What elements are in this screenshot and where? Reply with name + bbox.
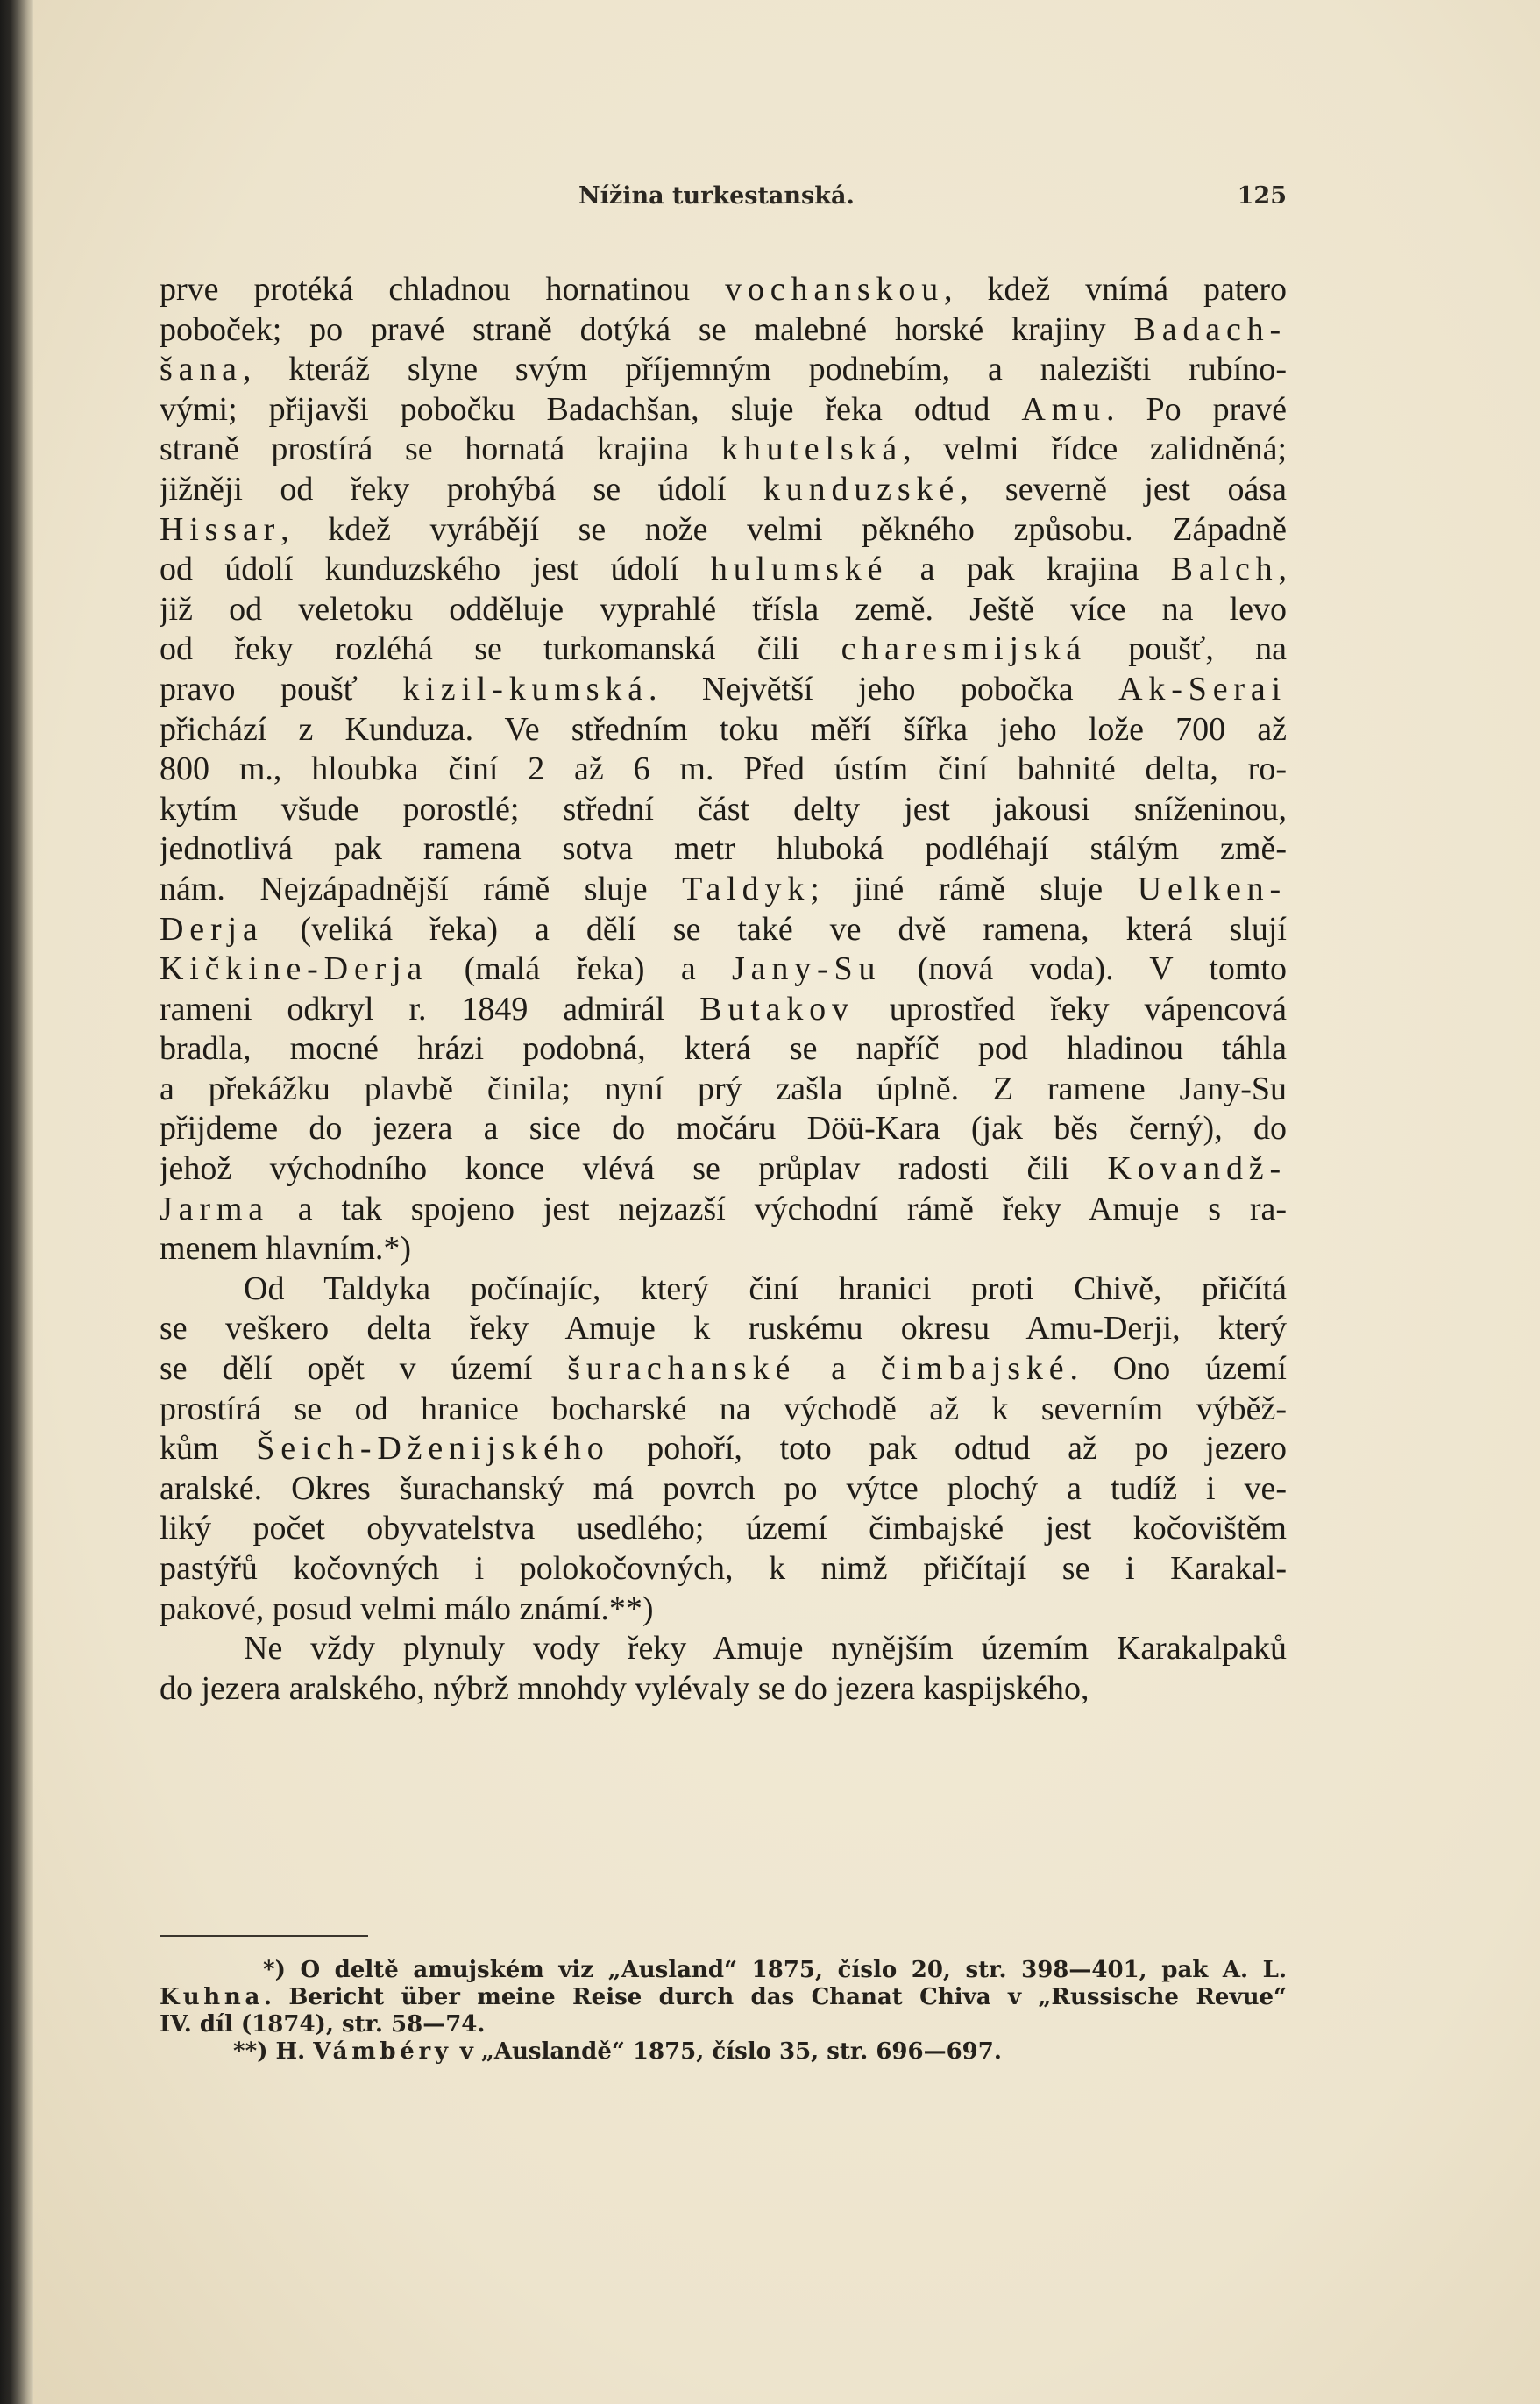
text-run: se dělí opět v území (160, 1350, 568, 1388)
body-line (160, 1309, 1287, 1349)
text-run: liký počet obyvatelstva usedlého; území čimbajské jest kočovištěm (160, 1510, 1287, 1547)
body-line (160, 629, 1287, 670)
spaced-term: charesmijská (841, 630, 1088, 668)
spaced-term: šana (160, 351, 243, 388)
text-run: (nová voda). V tomto (881, 950, 1287, 988)
body-line (160, 950, 1287, 990)
body-line (160, 1229, 1287, 1270)
body-line (160, 1070, 1287, 1110)
text-run: a překážku plavbě činila; nyní prý zašla úplně. Z ramene Jany-Su (160, 1070, 1287, 1107)
text-run: , (1278, 551, 1287, 588)
text-run: a (796, 1350, 881, 1388)
text-run: poušť, na (1087, 630, 1287, 668)
spaced-term: Badach- (1133, 310, 1287, 348)
text-run: Od Taldyka počínajíc, který činí hranici proti Chivě, přičítá (244, 1270, 1287, 1307)
running-head: Nížina turkestanská. (578, 182, 855, 210)
footnotes (160, 1957, 1287, 2066)
body-line (160, 1109, 1287, 1149)
body-line (160, 1469, 1287, 1510)
body-line (160, 1669, 1287, 1710)
spaced-term: Balch (1170, 551, 1279, 588)
text-run: jehož východního konce vlévá se průplav radosti čili (160, 1150, 1108, 1188)
text-run: vými; přijavši pobočku Badachšan, sluje řeka odtud (160, 390, 1022, 428)
body-line (160, 430, 1287, 470)
page-header (160, 182, 1287, 217)
text-run: jižněji od řeky prohýbá se údolí (160, 470, 763, 508)
text-run: prve protéká chladnou hornatinou (160, 271, 726, 308)
footnote-line (160, 1984, 1287, 2011)
body-line (160, 870, 1287, 910)
body-line (160, 829, 1287, 870)
body-line (160, 470, 1287, 510)
body-line (160, 1590, 1287, 1630)
text-run: , kdež vnímá patero (944, 271, 1287, 308)
text-run: , kdež vyrábějí se nože velmi pěkného způsobu. Západně (280, 510, 1287, 548)
footnote-line (160, 2038, 1287, 2066)
spaced-term: šurachanské (567, 1350, 797, 1388)
text-run: poboček; po pravé straně dotýká se malebné horské krajiny (160, 310, 1134, 348)
spaced-term: Vámbéry (313, 2038, 452, 2065)
footnote-line (160, 2011, 1287, 2038)
body-line (160, 1190, 1287, 1230)
spaced-term: Amu (1021, 390, 1106, 428)
body-line (160, 550, 1287, 590)
body-line (160, 1349, 1287, 1390)
text-run: ; jiné rámě sluje (810, 870, 1138, 907)
text-run: . Největší jeho pobočka (648, 670, 1119, 708)
text-run: pohoří, toto pak odtud až po jezero (609, 1430, 1287, 1468)
spaced-term: Jany-Su (732, 950, 882, 988)
body-line (160, 390, 1287, 430)
text-run: menem hlavním.*) (160, 1230, 412, 1268)
spaced-term: Kuhna (160, 1984, 264, 2010)
body-line (160, 750, 1287, 790)
spaced-term: kunduzské (763, 470, 961, 508)
text-run: prostírá se od hranice bocharské na východě až k severním výběž- (160, 1390, 1287, 1427)
text-run: přichází z Kunduza. Ve středním toku měří šířka jeho lože 700 až (160, 710, 1287, 748)
body-line (160, 510, 1287, 551)
body-line (160, 1029, 1287, 1070)
text-run: přijdeme do jezera a sice do močáru Döü-Kara (jak běs černý), do (160, 1110, 1287, 1148)
body-line (160, 990, 1287, 1030)
text-run: uprostřed řeky vápencová (854, 990, 1287, 1028)
spaced-term: Kičkine-Derja (160, 950, 429, 988)
text-run: . Ono území (1069, 1350, 1287, 1388)
text-run: již od veletoku odděluje vyprahlé třísla země. Ještě více na levo (160, 590, 1287, 628)
body-line (160, 590, 1287, 630)
text-run: se veškero delta řeky Amuje k ruskému okresu Amu-Derji, který (160, 1310, 1287, 1348)
text-run: straně prostírá se hornatá krajina (160, 430, 721, 468)
spaced-term: Derja (160, 910, 264, 948)
body-line (160, 270, 1287, 310)
text-run: 800 m., hloubka činí 2 až 6 m. Před ústím činí bahnité delta, ro- (160, 750, 1287, 788)
text-run: IV. díl (1874), str. 58—74. (160, 2011, 486, 2038)
text-run: kům (160, 1430, 257, 1468)
spaced-term: kizil-kumská (402, 670, 649, 708)
text-run: (malá řeka) a (428, 950, 733, 988)
spaced-term: Jarma (160, 1190, 269, 1227)
body-line (160, 910, 1287, 950)
text-run: a tak spojeno jest nejzazší východní rámě řeky Amuje s ra- (268, 1190, 1287, 1227)
page-number: 125 (1237, 182, 1287, 210)
footnote-rule (160, 1935, 368, 1937)
text-run: , severně jest oása (960, 470, 1287, 508)
text-run: . Po pravé (1105, 390, 1287, 428)
body-line (160, 710, 1287, 750)
text-run: nám. Nejzápadnější rámě sluje (160, 870, 683, 907)
spaced-term: Taldyk (682, 870, 811, 907)
spaced-term: Ak-Serai (1118, 670, 1287, 708)
text-run: pastýřů kočovných i polokočovných, k nimž přičítají se i Karakal- (160, 1550, 1287, 1587)
text-run: , kteráž slyne svým příjemným podnebím, a nalezišti rubíno- (242, 351, 1287, 388)
spaced-term: Kovandž- (1107, 1150, 1287, 1188)
text-run: . Bericht über meine Reise durch das Chanat Chiva v „Russische Revue“ (263, 1984, 1287, 2010)
body-line (160, 1549, 1287, 1590)
spaced-term: hulumské (710, 551, 889, 588)
text-run: , velmi řídce zalidněná; (903, 430, 1287, 468)
text-run: pravo poušť (160, 670, 403, 708)
text-run: od řeky rozléhá se turkomanská čili (160, 630, 841, 668)
text-run: Ne vždy plynuly vody řeky Amuje nynějším územím Karakalpaků (244, 1630, 1287, 1668)
body-line (160, 350, 1287, 390)
text-run: do jezera aralského, nýbrž mnohdy vylévaly se do jezera kaspijského, (160, 1669, 1089, 1707)
text-run: rameni odkryl r. 1849 admirál (160, 990, 700, 1028)
spaced-term: Hissar (160, 510, 281, 548)
body-line (160, 1270, 1287, 1310)
spaced-term: čimbajské (880, 1350, 1070, 1388)
spaced-term: Butakov (699, 990, 855, 1028)
body-line (160, 1429, 1287, 1469)
spaced-term: khutelská (720, 430, 904, 468)
book-binding-shadow (0, 0, 33, 2404)
body-line (160, 1149, 1287, 1190)
text-run: jednotlivá pak ramena sotva metr hluboká podléhají stálým změ- (160, 830, 1287, 868)
text-run: od údolí kunduzského jest údolí (160, 551, 711, 588)
text-run: pakové, posud velmi málo známí.**) (160, 1590, 654, 1627)
spaced-term: Šeich-Dženijského (256, 1430, 610, 1468)
body-line (160, 310, 1287, 351)
spaced-term: Uelken- (1137, 870, 1287, 907)
text-run: *) O deltě amujském viz „Ausland“ 1875, číslo 20, str. 398—401, pak A. L. (263, 1957, 1287, 1983)
text-run: v „Auslandě“ 1875, číslo 35, str. 696—697. (451, 2038, 1002, 2065)
text-run: bradla, mocné hrázi podobná, která se napříč pod hladinou táhla (160, 1030, 1287, 1068)
body-line (160, 1629, 1287, 1669)
body-line (160, 790, 1287, 830)
text-run: (veliká řeka) a dělí se také ve dvě ramena, která slují (263, 910, 1287, 948)
text-run: a pak krajina (888, 551, 1171, 588)
text-run: aralské. Okres šurachanský má povrch po výtce plochý a tudíž i ve- (160, 1469, 1287, 1507)
text-run: **) H. (233, 2038, 314, 2065)
spaced-term: vochanskou (725, 271, 945, 308)
body-line (160, 1390, 1287, 1430)
body-line (160, 670, 1287, 710)
footnote-line (160, 1957, 1287, 1984)
body-line (160, 1509, 1287, 1549)
body-text (160, 270, 1287, 1709)
text-run: kytím všude porostlé; střední část delty jest jakousi sníženinou, (160, 790, 1287, 828)
